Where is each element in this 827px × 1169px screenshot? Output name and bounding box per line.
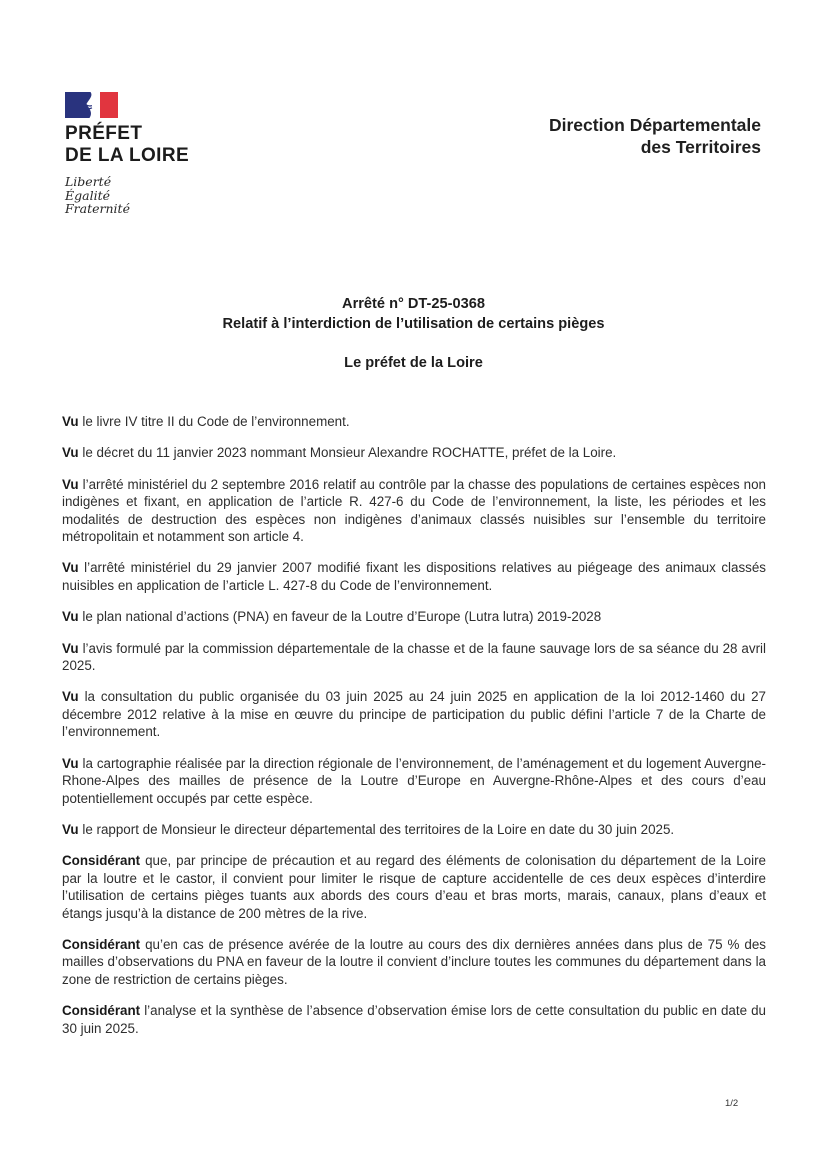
issuing-service	[549, 114, 761, 158]
paragraph-text: le décret du 11 janvier 2023 nommant Monsieur Alexandre ROCHATTE, préfet de la Loire.	[82, 445, 617, 461]
body-paragraphs	[62, 413, 766, 1051]
paragraph-text: la cartographie réalisée par la direction régionale de l’environnement, de l’aménagement et du logement Auvergne-Rhone-Alpes des mailles de présence de la Loutre d’Europe en Auvergne-Rhône-Alpes et des cours d’eau potentiellement occupés par cette espèce.	[62, 755, 766, 806]
motto-fraternite: Fraternité	[65, 201, 130, 216]
paragraph	[62, 755, 766, 807]
paragraph-text: l’arrêté ministériel du 2 septembre 2016 relatif au contrôle par la chasse des populations de certaines espèces non indigènes et fixant, en application de l’article R. 427-6 du Code de l’environnement, la liste, les périodes et les modalités de destruction des espèces non indigènes d’animaux classés nuisibles sur l’ensemble du territoire métropolitain et notamment son article 4.	[62, 476, 766, 545]
paragraph-lead: Considérant	[62, 936, 141, 952]
paragraph-lead: Vu	[62, 755, 79, 771]
paragraph-text: l’arrêté ministériel du 29 janvier 2007 modifié fixant les dispositions relatives au piégeage des animaux classés nuisibles en application de l’article L. 427-8 du Code de l’environnement.	[62, 560, 766, 593]
prefecture-logo-block	[65, 92, 189, 216]
paragraph-lead: Vu	[62, 689, 79, 705]
paragraph	[62, 1002, 766, 1037]
french-flag-marianne-icon	[65, 92, 118, 118]
paragraph	[62, 444, 766, 461]
arrete-subject: Relatif à l’interdiction de l’utilisation de certains pièges	[222, 316, 605, 332]
paragraph-lead: Vu	[62, 609, 79, 625]
paragraph	[62, 413, 766, 430]
paragraph-text: qu’en cas de présence avérée de la loutre au cours des dix dernières années dans plus de 75 % des mailles d’observations du PNA en faveur de la loutre il convient d’inclure toutes les communes du département dans la zone de restriction de certains pièges.	[62, 936, 766, 987]
motto-liberte: Liberté	[65, 174, 112, 189]
arrete-number: Arrêté n° DT-25-0368	[342, 296, 485, 312]
paragraph-lead: Vu	[62, 560, 79, 576]
paragraph-text: le rapport de Monsieur le directeur départemental des territoires de la Loire en date du 30 juin 2025.	[82, 821, 675, 837]
motto-egalite: Égalité	[65, 187, 110, 203]
paragraph-text: que, par principe de précaution et au regard des éléments de colonisation du département de la Loire par la loutre et le castor, il convient pour limiter le risque de capture accidentelle de ces deux espèces d’interdire l’utilisation de certains pièges tuants aux abords des cours d’eau et bras morts, marais, canaux, plans d’eaux et étangs jusqu’à la distance de 200 mètres de la rive.	[62, 853, 766, 921]
republic-motto	[65, 175, 189, 216]
paragraph	[62, 688, 766, 740]
paragraph-lead: Vu	[62, 821, 79, 837]
paragraph-text: la consultation du public organisée du 03 juin 2025 au 24 juin 2025 en application de la loi 2012-1460 du 27 décembre 2012 relative à la mise en œuvre du principe de participation du public défini l’article 7 de la Charte de l’environnement.	[62, 689, 766, 740]
paragraph	[62, 640, 766, 675]
page-number: 1/2	[725, 1098, 739, 1109]
paragraph	[62, 476, 766, 546]
paragraph-lead: Vu	[62, 640, 79, 656]
prefet-name-line2: DE LA LOIRE	[65, 145, 190, 166]
paragraph	[62, 936, 766, 988]
paragraph-lead: Considérant	[62, 853, 141, 869]
paragraph	[62, 821, 766, 838]
prefet-name-line1: PRÉFET	[65, 123, 143, 144]
issuer-title: Le préfet de la Loire	[344, 355, 483, 371]
paragraph-lead: Vu	[62, 445, 79, 461]
paragraph	[62, 608, 766, 625]
paragraph-lead: Vu	[62, 476, 79, 492]
issuing-service-line2: des Territoires	[640, 137, 761, 157]
paragraph-text: le plan national d’actions (PNA) en faveur de la Loutre d’Europe (Lutra lutra) 2019-2028	[82, 609, 602, 625]
issuing-service-line1: Direction Départementale	[548, 115, 761, 135]
paragraph-text: le livre IV titre II du Code de l’environnement.	[82, 414, 350, 429]
paragraph-text: l’avis formulé par la commission départementale de la chasse et de la faune sauvage lors de sa séance du 28 avril 2025.	[62, 640, 766, 674]
prefet-name	[65, 123, 189, 167]
paragraph-text: l’analyse et la synthèse de l’absence d’observation émise lors de cette consultation du public en date du 30 juin 2025.	[62, 1003, 766, 1036]
paragraph-lead: Vu	[62, 414, 79, 429]
paragraph	[62, 559, 766, 594]
document-title-block	[0, 294, 827, 373]
paragraph-lead: Considérant	[62, 1003, 141, 1019]
paragraph	[62, 852, 766, 922]
